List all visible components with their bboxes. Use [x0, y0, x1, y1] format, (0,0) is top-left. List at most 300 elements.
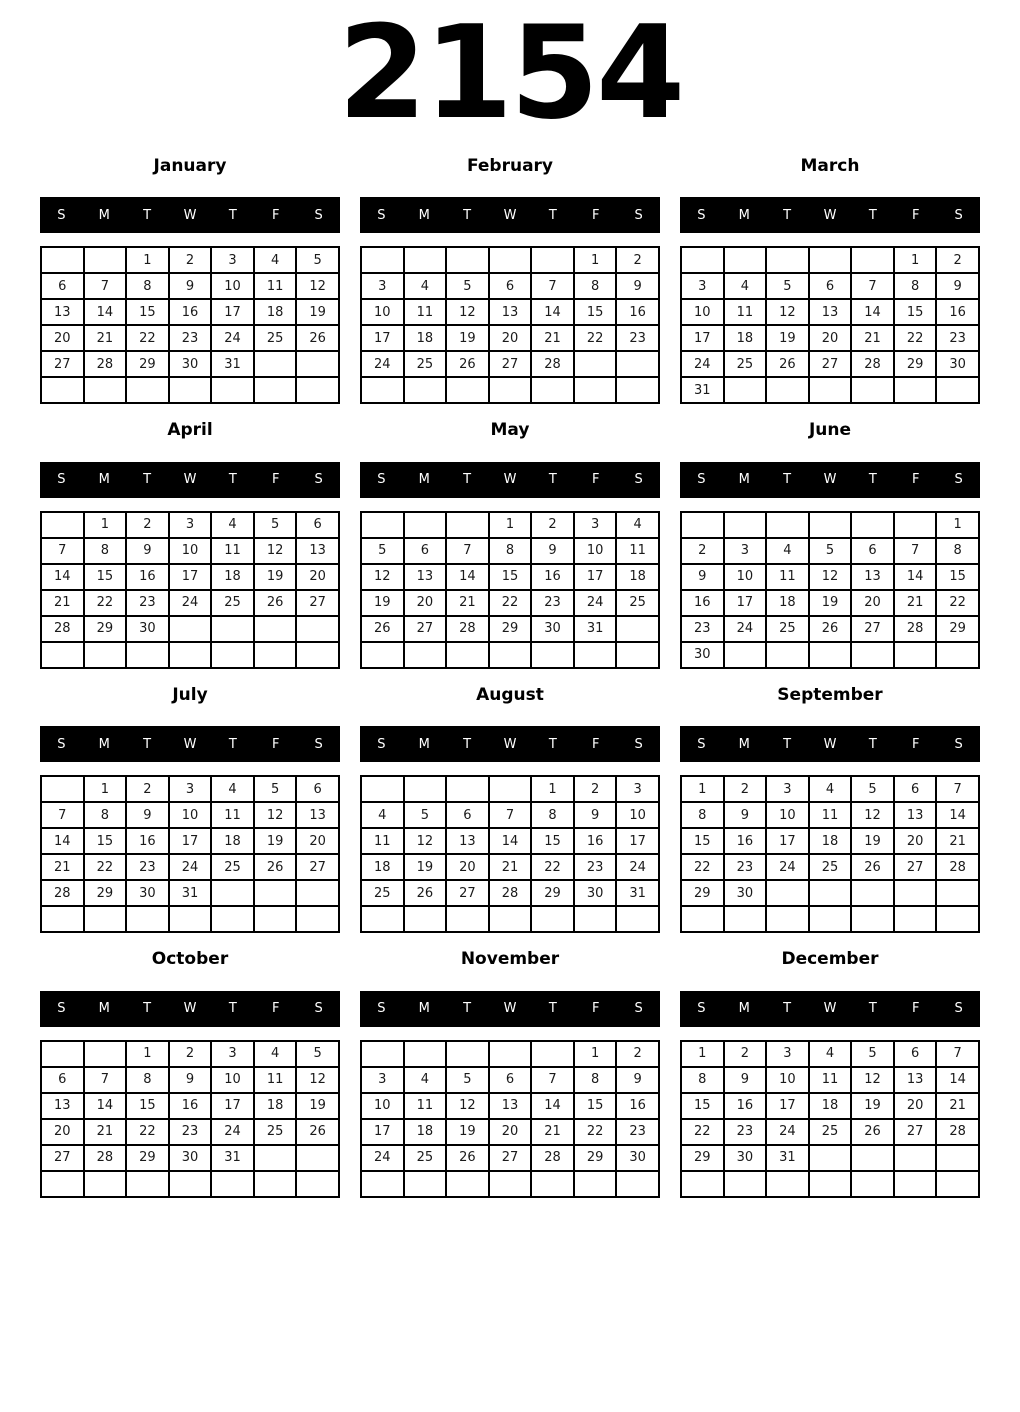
- day-cell: 9: [936, 273, 979, 299]
- empty-day-cell: [254, 906, 297, 932]
- empty-day-cell: [404, 247, 447, 273]
- week-row: [41, 273, 339, 299]
- empty-day-cell: [404, 377, 447, 403]
- day-cell: 7: [41, 538, 84, 564]
- weekday-label: T: [868, 1001, 877, 1017]
- empty-day-cell: [361, 1171, 404, 1197]
- empty-day-cell: [361, 776, 404, 802]
- day-cell: 31: [169, 880, 212, 906]
- day-cell: 20: [296, 828, 339, 854]
- weekday-label: W: [183, 1001, 197, 1017]
- day-cell: 17: [766, 828, 809, 854]
- day-cell: 23: [126, 854, 169, 880]
- weekday-label: T: [463, 472, 472, 488]
- week-row: [41, 247, 339, 273]
- weekday-label: S: [697, 736, 706, 752]
- month-june: [680, 420, 980, 668]
- weekday-label: T: [143, 1001, 152, 1017]
- day-cell: 5: [851, 776, 894, 802]
- day-cell: 18: [724, 325, 767, 351]
- weekday-label: M: [418, 207, 430, 223]
- day-cell: 18: [211, 828, 254, 854]
- day-cell: 20: [894, 828, 937, 854]
- empty-day-cell: [254, 1171, 297, 1197]
- day-grid: [680, 1040, 980, 1198]
- day-cell: 20: [296, 564, 339, 590]
- day-cell: 28: [936, 1119, 979, 1145]
- day-cell: 26: [809, 616, 852, 642]
- day-grid: [360, 246, 660, 404]
- weekday-header-bar: [680, 462, 980, 498]
- empty-day-cell: [41, 377, 84, 403]
- day-cell: 3: [766, 1041, 809, 1067]
- weekday-label: S: [314, 207, 323, 223]
- empty-day-cell: [531, 247, 574, 273]
- day-cell: 13: [809, 299, 852, 325]
- day-cell: 9: [724, 1067, 767, 1093]
- day-cell: 29: [531, 880, 574, 906]
- week-row: [361, 512, 659, 538]
- weekday-header-bar: [360, 462, 660, 498]
- weekday-label: W: [823, 472, 837, 488]
- day-cell: 7: [851, 273, 894, 299]
- day-cell: 31: [681, 377, 724, 403]
- day-cell: 29: [894, 351, 937, 377]
- day-cell: 30: [681, 642, 724, 668]
- empty-day-cell: [84, 377, 127, 403]
- day-cell: 8: [681, 802, 724, 828]
- week-row: [361, 273, 659, 299]
- day-cell: 19: [296, 299, 339, 325]
- day-cell: 9: [531, 538, 574, 564]
- weekday-label: T: [228, 1001, 237, 1017]
- empty-day-cell: [84, 1171, 127, 1197]
- day-cell: 25: [766, 616, 809, 642]
- week-row: [361, 564, 659, 590]
- day-cell: 25: [254, 325, 297, 351]
- day-cell: 3: [766, 776, 809, 802]
- day-cell: 1: [681, 776, 724, 802]
- day-cell: 8: [84, 538, 127, 564]
- week-row: [41, 1171, 339, 1197]
- day-cell: 19: [361, 590, 404, 616]
- empty-day-cell: [531, 642, 574, 668]
- day-cell: 10: [211, 273, 254, 299]
- day-cell: 26: [296, 1119, 339, 1145]
- day-cell: 8: [126, 1067, 169, 1093]
- week-row: [41, 616, 339, 642]
- month-title: August: [476, 684, 544, 705]
- week-row: [681, 1093, 979, 1119]
- day-cell: 5: [809, 538, 852, 564]
- day-cell: 28: [531, 351, 574, 377]
- weekday-label: M: [98, 1001, 110, 1017]
- day-cell: 12: [446, 299, 489, 325]
- day-cell: 4: [254, 1041, 297, 1067]
- week-row: [681, 642, 979, 668]
- empty-day-cell: [766, 880, 809, 906]
- day-cell: 18: [404, 1119, 447, 1145]
- empty-day-cell: [616, 906, 659, 932]
- month-february: [360, 156, 660, 404]
- week-row: [361, 351, 659, 377]
- empty-day-cell: [894, 880, 937, 906]
- weekday-label: W: [503, 736, 517, 752]
- day-cell: 10: [766, 1067, 809, 1093]
- day-cell: 23: [724, 854, 767, 880]
- weekday-label: F: [271, 1001, 280, 1017]
- week-row: [681, 564, 979, 590]
- day-cell: 28: [84, 351, 127, 377]
- day-cell: 19: [404, 854, 447, 880]
- day-cell: 22: [681, 854, 724, 880]
- day-cell: 23: [681, 616, 724, 642]
- day-cell: 20: [41, 325, 84, 351]
- empty-day-cell: [809, 377, 852, 403]
- empty-day-cell: [531, 1171, 574, 1197]
- weekday-label: T: [228, 736, 237, 752]
- week-row: [41, 1093, 339, 1119]
- empty-day-cell: [574, 351, 617, 377]
- week-row: [361, 854, 659, 880]
- empty-day-cell: [616, 377, 659, 403]
- day-cell: 7: [894, 538, 937, 564]
- empty-day-cell: [254, 377, 297, 403]
- day-cell: 16: [616, 299, 659, 325]
- day-cell: 26: [446, 1145, 489, 1171]
- day-cell: 28: [41, 880, 84, 906]
- day-cell: 23: [616, 325, 659, 351]
- day-cell: 6: [851, 538, 894, 564]
- weekday-label: T: [783, 736, 792, 752]
- day-cell: 8: [574, 1067, 617, 1093]
- empty-day-cell: [446, 1171, 489, 1197]
- day-cell: 2: [169, 247, 212, 273]
- day-cell: 2: [616, 247, 659, 273]
- week-row: [41, 802, 339, 828]
- day-cell: 15: [574, 1093, 617, 1119]
- day-cell: 4: [809, 776, 852, 802]
- weekday-label: F: [271, 736, 280, 752]
- week-row: [681, 299, 979, 325]
- day-cell: 11: [404, 299, 447, 325]
- empty-day-cell: [361, 512, 404, 538]
- day-cell: 8: [894, 273, 937, 299]
- weekday-label: T: [548, 472, 557, 488]
- empty-day-cell: [894, 1145, 937, 1171]
- week-row: [361, 616, 659, 642]
- day-cell: 18: [766, 590, 809, 616]
- empty-day-cell: [404, 906, 447, 932]
- day-cell: 1: [84, 776, 127, 802]
- day-cell: 7: [531, 1067, 574, 1093]
- day-cell: 26: [851, 854, 894, 880]
- day-cell: 17: [724, 590, 767, 616]
- day-cell: 30: [126, 880, 169, 906]
- weekday-label: T: [463, 1001, 472, 1017]
- day-cell: 31: [211, 351, 254, 377]
- day-cell: 28: [446, 616, 489, 642]
- day-cell: 15: [574, 299, 617, 325]
- day-cell: 29: [489, 616, 532, 642]
- day-cell: 16: [126, 828, 169, 854]
- day-cell: 8: [681, 1067, 724, 1093]
- day-cell: 26: [851, 1119, 894, 1145]
- day-cell: 3: [169, 512, 212, 538]
- day-cell: 30: [169, 351, 212, 377]
- weekday-label: T: [868, 472, 877, 488]
- day-cell: 9: [616, 273, 659, 299]
- month-title: February: [466, 156, 554, 176]
- day-cell: 1: [936, 512, 979, 538]
- empty-day-cell: [809, 880, 852, 906]
- day-cell: 27: [489, 1145, 532, 1171]
- day-cell: 10: [361, 1093, 404, 1119]
- weekday-label: T: [228, 472, 237, 488]
- day-cell: 19: [766, 325, 809, 351]
- empty-day-cell: [936, 642, 979, 668]
- empty-day-cell: [254, 351, 297, 377]
- day-cell: 1: [126, 1041, 169, 1067]
- day-cell: 15: [126, 1093, 169, 1119]
- weekday-header-bar: [680, 726, 980, 762]
- empty-day-cell: [254, 642, 297, 668]
- day-cell: 14: [531, 1093, 574, 1119]
- day-cell: 6: [489, 273, 532, 299]
- day-cell: 20: [446, 854, 489, 880]
- day-cell: 16: [574, 828, 617, 854]
- day-cell: 7: [936, 776, 979, 802]
- empty-day-cell: [296, 1171, 339, 1197]
- empty-day-cell: [361, 642, 404, 668]
- day-cell: 25: [616, 590, 659, 616]
- week-row: [41, 776, 339, 802]
- weekday-label: S: [634, 1001, 643, 1017]
- empty-day-cell: [851, 512, 894, 538]
- day-cell: 24: [169, 854, 212, 880]
- weekday-label: S: [697, 207, 706, 223]
- day-cell: 1: [894, 247, 937, 273]
- day-cell: 28: [489, 880, 532, 906]
- empty-day-cell: [126, 642, 169, 668]
- day-grid: [40, 775, 340, 933]
- day-cell: 12: [809, 564, 852, 590]
- week-row: [681, 590, 979, 616]
- empty-day-cell: [211, 880, 254, 906]
- day-cell: 30: [616, 1145, 659, 1171]
- week-row: [361, 377, 659, 403]
- day-cell: 26: [766, 351, 809, 377]
- day-cell: 4: [809, 1041, 852, 1067]
- day-cell: 7: [84, 273, 127, 299]
- day-cell: 24: [361, 351, 404, 377]
- week-row: [41, 377, 339, 403]
- day-cell: 14: [41, 828, 84, 854]
- day-cell: 25: [211, 854, 254, 880]
- day-cell: 11: [766, 564, 809, 590]
- day-cell: 23: [724, 1119, 767, 1145]
- month-title: July: [172, 684, 208, 705]
- day-cell: 9: [681, 564, 724, 590]
- day-cell: 3: [616, 776, 659, 802]
- weekday-label: M: [98, 207, 110, 223]
- day-cell: 3: [681, 273, 724, 299]
- day-cell: 31: [211, 1145, 254, 1171]
- week-row: [361, 247, 659, 273]
- weekday-label: M: [738, 207, 750, 223]
- day-grid: [40, 246, 340, 404]
- day-cell: 11: [809, 1067, 852, 1093]
- day-cell: 27: [809, 351, 852, 377]
- month-september: [680, 685, 980, 933]
- empty-day-cell: [766, 642, 809, 668]
- empty-day-cell: [169, 642, 212, 668]
- day-cell: 23: [169, 325, 212, 351]
- empty-day-cell: [296, 1145, 339, 1171]
- day-cell: 23: [126, 590, 169, 616]
- day-cell: 17: [361, 1119, 404, 1145]
- day-cell: 9: [574, 802, 617, 828]
- week-row: [41, 538, 339, 564]
- empty-day-cell: [851, 377, 894, 403]
- day-cell: 11: [211, 802, 254, 828]
- empty-day-cell: [809, 1171, 852, 1197]
- day-cell: 30: [936, 351, 979, 377]
- week-row: [361, 1067, 659, 1093]
- day-cell: 16: [126, 564, 169, 590]
- day-cell: 4: [404, 1067, 447, 1093]
- week-row: [681, 880, 979, 906]
- day-cell: 10: [766, 802, 809, 828]
- weekday-label: T: [548, 207, 557, 223]
- weekday-label: S: [634, 736, 643, 752]
- empty-day-cell: [851, 880, 894, 906]
- day-cell: 16: [531, 564, 574, 590]
- day-cell: 26: [296, 325, 339, 351]
- empty-day-cell: [489, 906, 532, 932]
- day-cell: 18: [404, 325, 447, 351]
- week-row: [681, 906, 979, 932]
- weekday-label: F: [911, 1001, 920, 1017]
- empty-day-cell: [894, 642, 937, 668]
- week-row: [41, 880, 339, 906]
- week-row: [681, 247, 979, 273]
- empty-day-cell: [126, 906, 169, 932]
- empty-day-cell: [361, 247, 404, 273]
- weekday-label: F: [591, 207, 600, 223]
- day-cell: 26: [254, 590, 297, 616]
- weekday-label: F: [911, 207, 920, 223]
- day-cell: 9: [724, 802, 767, 828]
- day-cell: 27: [296, 854, 339, 880]
- day-cell: 21: [84, 325, 127, 351]
- day-cell: 12: [296, 1067, 339, 1093]
- day-grid: [680, 511, 980, 669]
- day-cell: 13: [446, 828, 489, 854]
- week-row: [41, 642, 339, 668]
- weekday-header-bar: [680, 197, 980, 233]
- day-cell: 24: [361, 1145, 404, 1171]
- weekday-label: W: [503, 207, 517, 223]
- weekday-label: T: [783, 1001, 792, 1017]
- day-cell: 4: [211, 512, 254, 538]
- weekday-label: T: [143, 736, 152, 752]
- day-cell: 7: [41, 802, 84, 828]
- day-cell: 10: [681, 299, 724, 325]
- empty-day-cell: [296, 616, 339, 642]
- day-cell: 8: [531, 802, 574, 828]
- day-cell: 15: [84, 564, 127, 590]
- day-cell: 28: [41, 616, 84, 642]
- empty-day-cell: [724, 906, 767, 932]
- day-cell: 16: [724, 828, 767, 854]
- weekday-label: T: [868, 736, 877, 752]
- day-cell: 5: [446, 273, 489, 299]
- month-title: November: [460, 949, 560, 970]
- day-cell: 18: [254, 299, 297, 325]
- day-cell: 6: [41, 273, 84, 299]
- weekday-label: T: [143, 207, 152, 223]
- day-cell: 24: [616, 854, 659, 880]
- week-row: [361, 1093, 659, 1119]
- day-cell: 22: [894, 325, 937, 351]
- day-cell: 29: [936, 616, 979, 642]
- empty-day-cell: [446, 906, 489, 932]
- day-grid: [680, 775, 980, 933]
- day-cell: 13: [404, 564, 447, 590]
- day-cell: 11: [211, 538, 254, 564]
- week-row: [361, 538, 659, 564]
- week-row: [681, 351, 979, 377]
- day-cell: 21: [446, 590, 489, 616]
- empty-day-cell: [41, 247, 84, 273]
- day-cell: 19: [851, 828, 894, 854]
- day-cell: 30: [574, 880, 617, 906]
- day-cell: 15: [681, 828, 724, 854]
- weekday-label: S: [954, 1001, 963, 1017]
- empty-day-cell: [616, 616, 659, 642]
- week-row: [361, 1171, 659, 1197]
- day-cell: 27: [489, 351, 532, 377]
- day-cell: 28: [531, 1145, 574, 1171]
- day-cell: 22: [574, 325, 617, 351]
- day-cell: 2: [169, 1041, 212, 1067]
- day-cell: 30: [724, 880, 767, 906]
- day-cell: 27: [41, 351, 84, 377]
- day-cell: 29: [126, 1145, 169, 1171]
- day-cell: 20: [404, 590, 447, 616]
- day-cell: 14: [531, 299, 574, 325]
- day-cell: 29: [84, 880, 127, 906]
- empty-day-cell: [809, 247, 852, 273]
- day-cell: 10: [574, 538, 617, 564]
- weekday-label: W: [183, 736, 197, 752]
- empty-day-cell: [126, 377, 169, 403]
- weekday-label: W: [503, 472, 517, 488]
- day-cell: 31: [766, 1145, 809, 1171]
- day-cell: 13: [296, 538, 339, 564]
- day-cell: 27: [446, 880, 489, 906]
- day-cell: 24: [574, 590, 617, 616]
- empty-day-cell: [41, 776, 84, 802]
- day-cell: 8: [126, 273, 169, 299]
- day-cell: 19: [809, 590, 852, 616]
- day-cell: 2: [724, 776, 767, 802]
- day-cell: 17: [169, 564, 212, 590]
- day-cell: 21: [531, 325, 574, 351]
- week-row: [681, 776, 979, 802]
- day-cell: 15: [84, 828, 127, 854]
